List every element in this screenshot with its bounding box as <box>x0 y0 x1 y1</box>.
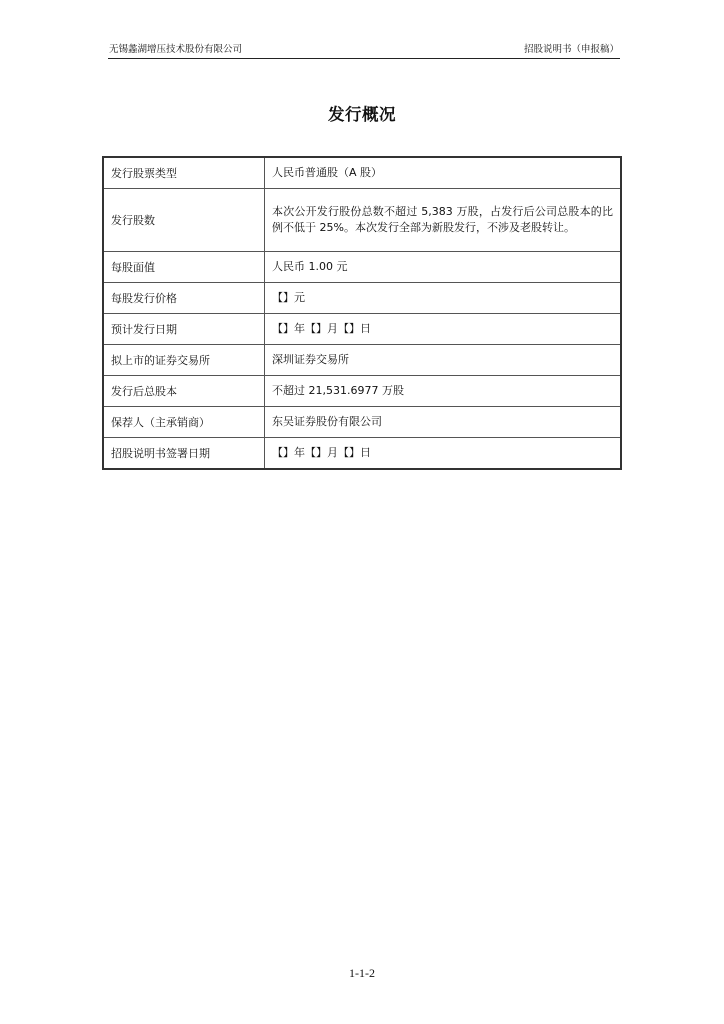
page-number: 1-1-2 <box>349 966 375 980</box>
page-title: 发行概况 <box>328 105 396 124</box>
row-label: 发行后总股本 <box>103 376 265 407</box>
table-row-signing-date <box>103 438 621 470</box>
row-label: 发行股票类型 <box>103 157 265 189</box>
row-label: 每股发行价格 <box>103 283 265 314</box>
offering-overview-table <box>102 156 622 470</box>
row-value: 【】年【】月【】日 <box>265 314 622 345</box>
header-company-name: 无锡蠡湖增压技术股份有限公司 <box>109 44 243 55</box>
row-value: 不超过 21,531.6977 万股 <box>265 376 622 407</box>
row-value: 【】年【】月【】日 <box>265 438 622 470</box>
table-row-sponsor <box>103 407 621 438</box>
row-label: 拟上市的证券交易所 <box>103 345 265 376</box>
table-row-issue-price <box>103 283 621 314</box>
row-label: 每股面值 <box>103 252 265 283</box>
table-row-par-value <box>103 252 621 283</box>
table-row-stock-exchange <box>103 345 621 376</box>
row-label: 发行股数 <box>103 189 265 252</box>
header-document-type: 招股说明书（申报稿） <box>523 44 619 55</box>
table-row-issue-date <box>103 314 621 345</box>
row-value: 人民币 1.00 元 <box>265 252 622 283</box>
row-label: 预计发行日期 <box>103 314 265 345</box>
row-value: 人民币普通股（A 股） <box>265 157 622 189</box>
row-value: 东吴证券股份有限公司 <box>265 407 622 438</box>
row-label: 招股说明书签署日期 <box>103 438 265 470</box>
table-row-shares-issued <box>103 189 621 252</box>
table-row-stock-type <box>103 157 621 189</box>
table-row-total-share-capital <box>103 376 621 407</box>
row-label: 保荐人（主承销商） <box>103 407 265 438</box>
row-value: 【】元 <box>265 283 622 314</box>
running-header <box>108 42 620 59</box>
row-value: 本次公开发行股份总数不超过 5,383 万股，占发行后公司总股本的比例不低于 25%。本次发行全部为新股发行，不涉及老股转让。 <box>265 189 622 252</box>
row-value: 深圳证券交易所 <box>265 345 622 376</box>
